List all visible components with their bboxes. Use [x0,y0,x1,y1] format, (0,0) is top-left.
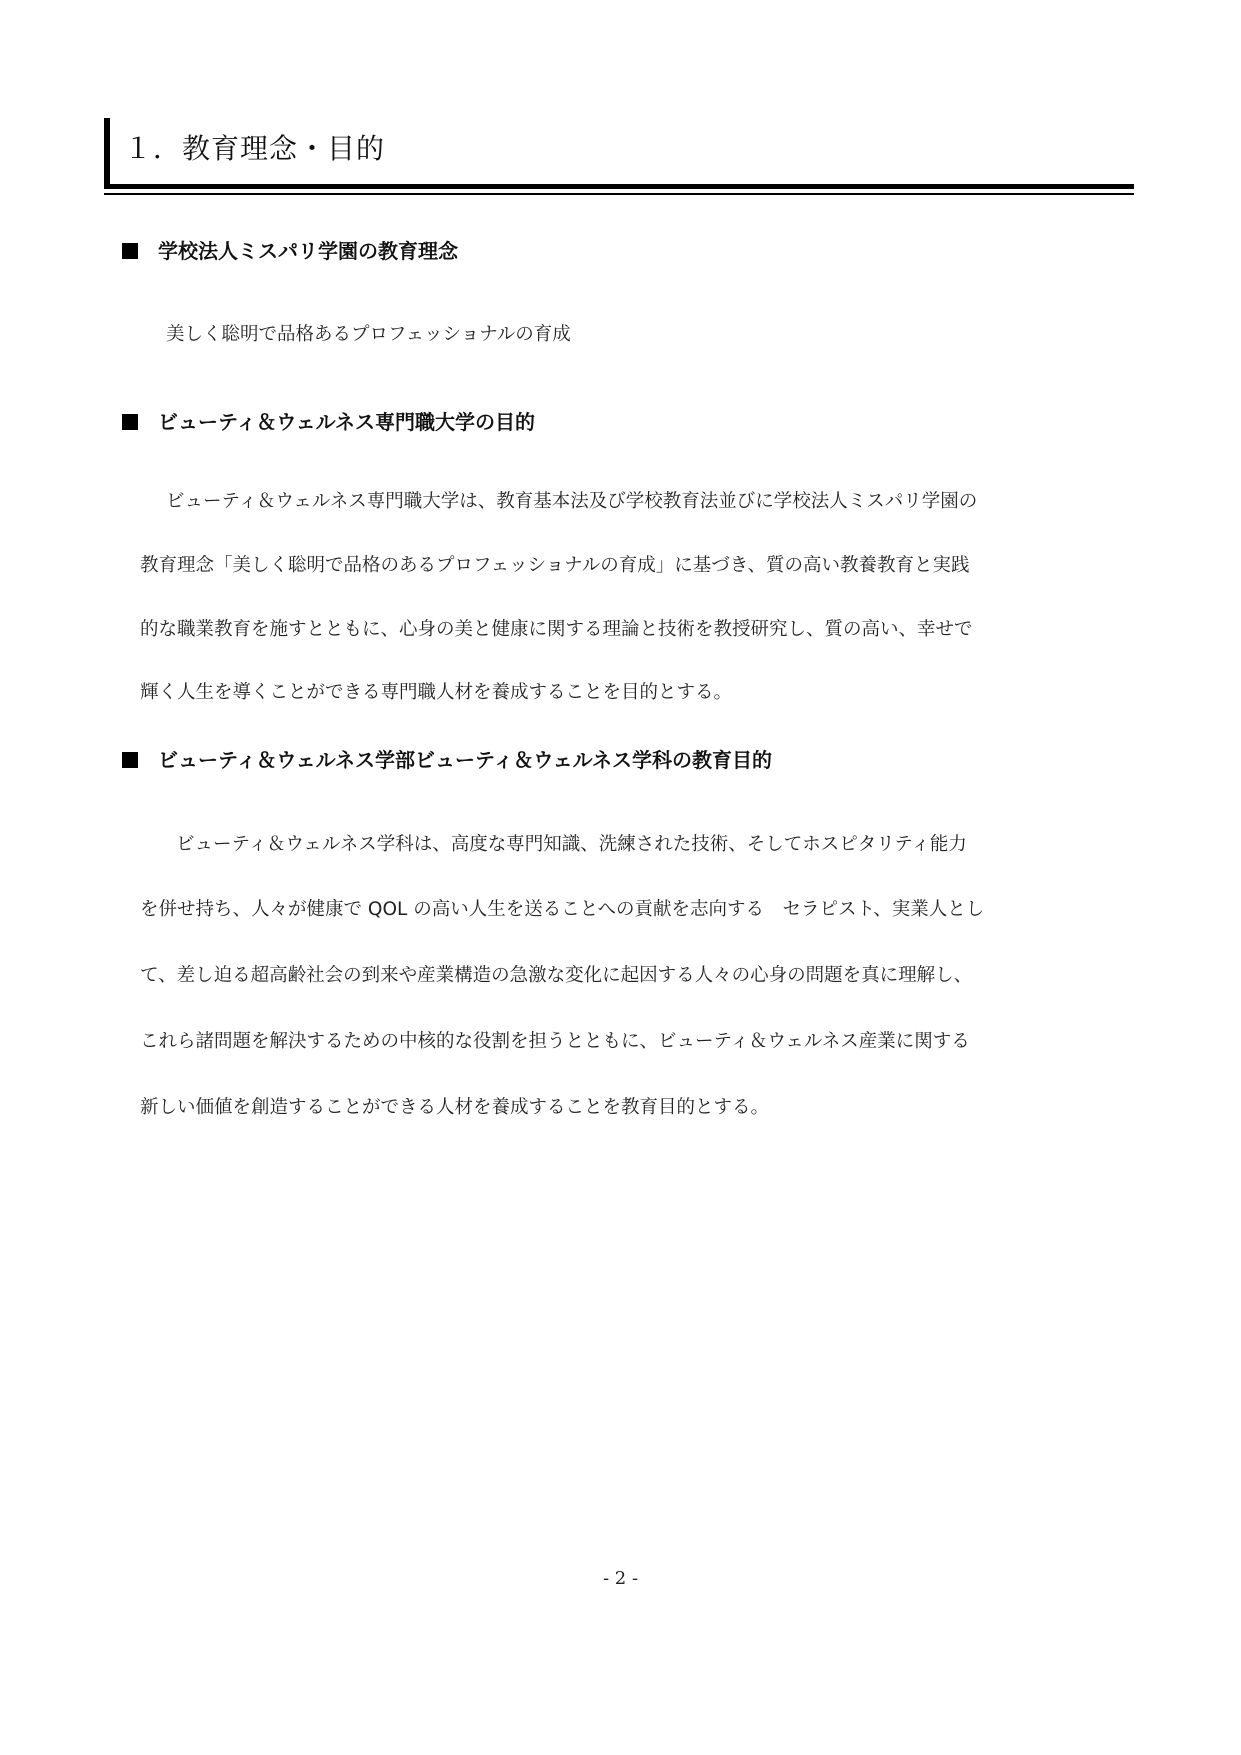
paragraph-line: 教育理念「美しく聡明で品格のあるプロフェッショナルの育成」に基づき、質の高い教養教育と実践 [140,555,970,576]
square-bullet-icon [122,243,138,259]
paragraph-line: 美しく聡明で品格あるプロフェッショナルの育成 [166,324,571,345]
chapter-rule-thick [104,184,1134,189]
section-heading-philosophy [122,238,458,264]
square-bullet-icon [122,752,138,768]
section-heading-department-purpose [122,747,772,773]
section-heading-text: ビューティ＆ウェルネス学部ビューティ＆ウェルネス学科の教育目的 [158,748,772,772]
section-heading-text: ビューティ＆ウェルネス専門職大学の目的 [158,410,535,434]
paragraph-line: これら諸問題を解決するための中核的な役割を担うとともに、ビューティ＆ウェルネス産業に関する [140,1031,970,1052]
paragraph-line: 輝く人生を導くことができる専門職人材を養成することを目的とする。 [140,682,733,703]
paragraph-line: を併せ持ち、人々が健康で QOL の高い人生を送ることへの貢献を志向する セラピスト、実業人とし [140,899,985,920]
square-bullet-icon [122,414,138,430]
chapter-heading [104,118,1134,188]
paragraph-line: ビューティ＆ウェルネス学科は、高度な専門知識、洗練された技術、そしてホスピタリティ能力 [176,834,967,855]
paragraph-line: ビューティ＆ウェルネス専門職大学は、教育基本法及び学校教育法並びに学校法人ミスパリ学園の [166,491,978,512]
page-number: - 2 - [602,1568,639,1589]
section-heading-university-purpose [122,409,535,435]
paragraph-line: て、差し迫る超高齢社会の到来や産業構造の急激な変化に起因する人々の心身の問題を真に理解し、 [140,965,973,986]
paragraph-line: 新しい価値を創造することができる人材を養成することを教育目的とする。 [140,1097,770,1118]
section-heading-text: 学校法人ミスパリ学園の教育理念 [158,239,458,263]
chapter-title: １．教育理念・目的 [124,132,386,165]
paragraph-line: 的な職業教育を施すとともに、心身の美と健康に関する理論と技術を教授研究し、質の高い、幸せで [140,619,973,640]
chapter-rule-thin [104,193,1134,195]
chapter-heading-vertical-bar [104,118,110,188]
